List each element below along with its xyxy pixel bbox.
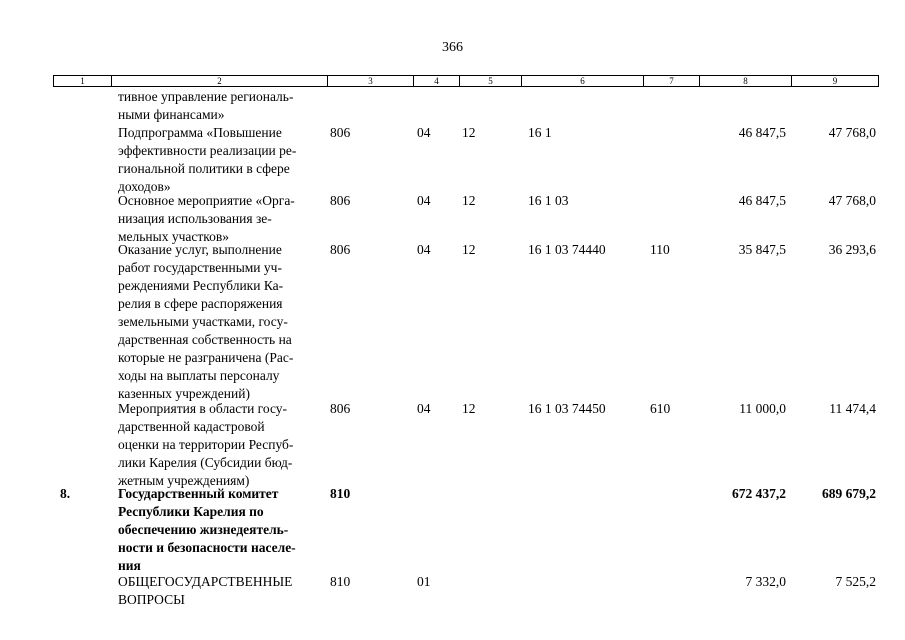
row-name-line: казенных учреждений) bbox=[118, 386, 250, 401]
row-name-line: доходов» bbox=[118, 179, 171, 194]
row-name bbox=[118, 485, 323, 575]
row-name-line: гиональной политики в сфере bbox=[118, 161, 290, 176]
row-name bbox=[118, 88, 323, 124]
row-name-line: эффективности реализации ре- bbox=[118, 143, 297, 158]
row-name-line: земельными участками, госу- bbox=[118, 314, 288, 329]
cell-amount-year-2: 36 293,6 bbox=[828, 242, 876, 257]
page-number: 366 bbox=[442, 40, 463, 55]
row-name-line: тивное управление региональ- bbox=[118, 89, 294, 104]
cell-amount-year-2: 47 768,0 bbox=[828, 193, 876, 208]
row-name-line: Республики Карелия по bbox=[118, 504, 264, 519]
cell-target-article: 16 1 03 bbox=[528, 193, 569, 208]
cell-subsection: 12 bbox=[462, 242, 476, 257]
row-name-line: жетным учреждениям) bbox=[118, 473, 250, 488]
table-header-row bbox=[53, 75, 879, 87]
row-name-line: мельных участков» bbox=[118, 229, 230, 244]
row-name-line: оценки на территории Респуб- bbox=[118, 437, 294, 452]
cell-ministry-code: 810 bbox=[330, 486, 351, 501]
cell-target-article: 16 1 03 74450 bbox=[528, 401, 606, 416]
cell-section: 04 bbox=[417, 242, 431, 257]
row-name-line: дарственной кадастровой bbox=[118, 419, 265, 434]
row-name-line: Государственный комитет bbox=[118, 486, 279, 501]
row-name-line: низация использования зе- bbox=[118, 211, 272, 226]
row-name-line: обеспечению жизнедеятель- bbox=[118, 522, 289, 537]
cell-expense-type: 110 bbox=[650, 242, 670, 257]
row-name bbox=[118, 192, 323, 246]
header-col-5: 5 bbox=[460, 76, 522, 86]
row-name-line: релия в сфере распоряжения bbox=[118, 296, 283, 311]
row-name-line: дарственная собственность на bbox=[118, 332, 292, 347]
cell-section: 04 bbox=[417, 401, 431, 416]
cell-amount-year-1: 7 332,0 bbox=[745, 574, 786, 589]
row-number: 8. bbox=[60, 486, 71, 501]
cell-subsection: 12 bbox=[462, 125, 476, 140]
row-name-line: реждениями Республики Ка- bbox=[118, 278, 284, 293]
row-name bbox=[118, 573, 323, 609]
cell-ministry-code: 806 bbox=[330, 125, 351, 140]
cell-amount-year-1: 46 847,5 bbox=[738, 193, 786, 208]
header-col-6: 6 bbox=[522, 76, 644, 86]
cell-amount-year-2: 47 768,0 bbox=[828, 125, 876, 140]
row-name-line: Подпрограмма «Повышение bbox=[118, 125, 282, 140]
cell-ministry-code: 806 bbox=[330, 401, 351, 416]
header-col-3: 3 bbox=[328, 76, 414, 86]
header-col-8: 8 bbox=[700, 76, 792, 86]
header-col-9: 9 bbox=[832, 76, 838, 86]
row-name bbox=[118, 400, 323, 490]
row-name-line: которые не разграничена (Рас- bbox=[118, 350, 294, 365]
cell-section: 01 bbox=[417, 574, 431, 589]
cell-amount-year-1: 46 847,5 bbox=[738, 125, 786, 140]
cell-target-article: 16 1 bbox=[528, 125, 552, 140]
header-col-4: 4 bbox=[414, 76, 460, 86]
row-name-line: ВОПРОСЫ bbox=[118, 592, 185, 607]
row-name-line: Мероприятия в области госу- bbox=[118, 401, 288, 416]
row-name-line: работ государственными уч- bbox=[118, 260, 282, 275]
row-name bbox=[118, 241, 323, 403]
cell-amount-year-1: 672 437,2 bbox=[732, 486, 786, 501]
cell-amount-year-2: 7 525,2 bbox=[835, 574, 876, 589]
cell-ministry-code: 810 bbox=[330, 574, 351, 589]
cell-amount-year-1: 11 000,0 bbox=[739, 401, 786, 416]
row-name-line: ности и безопасности населе- bbox=[118, 540, 296, 555]
cell-subsection: 12 bbox=[462, 401, 476, 416]
cell-section: 04 bbox=[417, 193, 431, 208]
cell-ministry-code: 806 bbox=[330, 193, 351, 208]
cell-target-article: 16 1 03 74440 bbox=[528, 242, 606, 257]
row-name-line: ными финансами» bbox=[118, 107, 225, 122]
header-col-1: 1 bbox=[54, 76, 112, 86]
header-col-2: 2 bbox=[112, 76, 328, 86]
row-name-line: Оказание услуг, выполнение bbox=[118, 242, 282, 257]
header-col-7: 7 bbox=[644, 76, 700, 86]
row-name-line: лики Карелия (Субсидии бюд- bbox=[118, 455, 293, 470]
row-name bbox=[118, 124, 323, 196]
cell-section: 04 bbox=[417, 125, 431, 140]
cell-amount-year-2: 689 679,2 bbox=[822, 486, 876, 501]
row-name-line: ОБЩЕГОСУДАРСТВЕННЫЕ bbox=[118, 574, 293, 589]
cell-expense-type: 610 bbox=[650, 401, 671, 416]
row-name-line: ния bbox=[118, 558, 141, 573]
cell-subsection: 12 bbox=[462, 193, 476, 208]
cell-ministry-code: 806 bbox=[330, 242, 351, 257]
cell-amount-year-1: 35 847,5 bbox=[738, 242, 786, 257]
cell-amount-year-2: 11 474,4 bbox=[829, 401, 876, 416]
row-name-line: ходы на выплаты персоналу bbox=[118, 368, 280, 383]
row-name-line: Основное мероприятие «Орга- bbox=[118, 193, 295, 208]
